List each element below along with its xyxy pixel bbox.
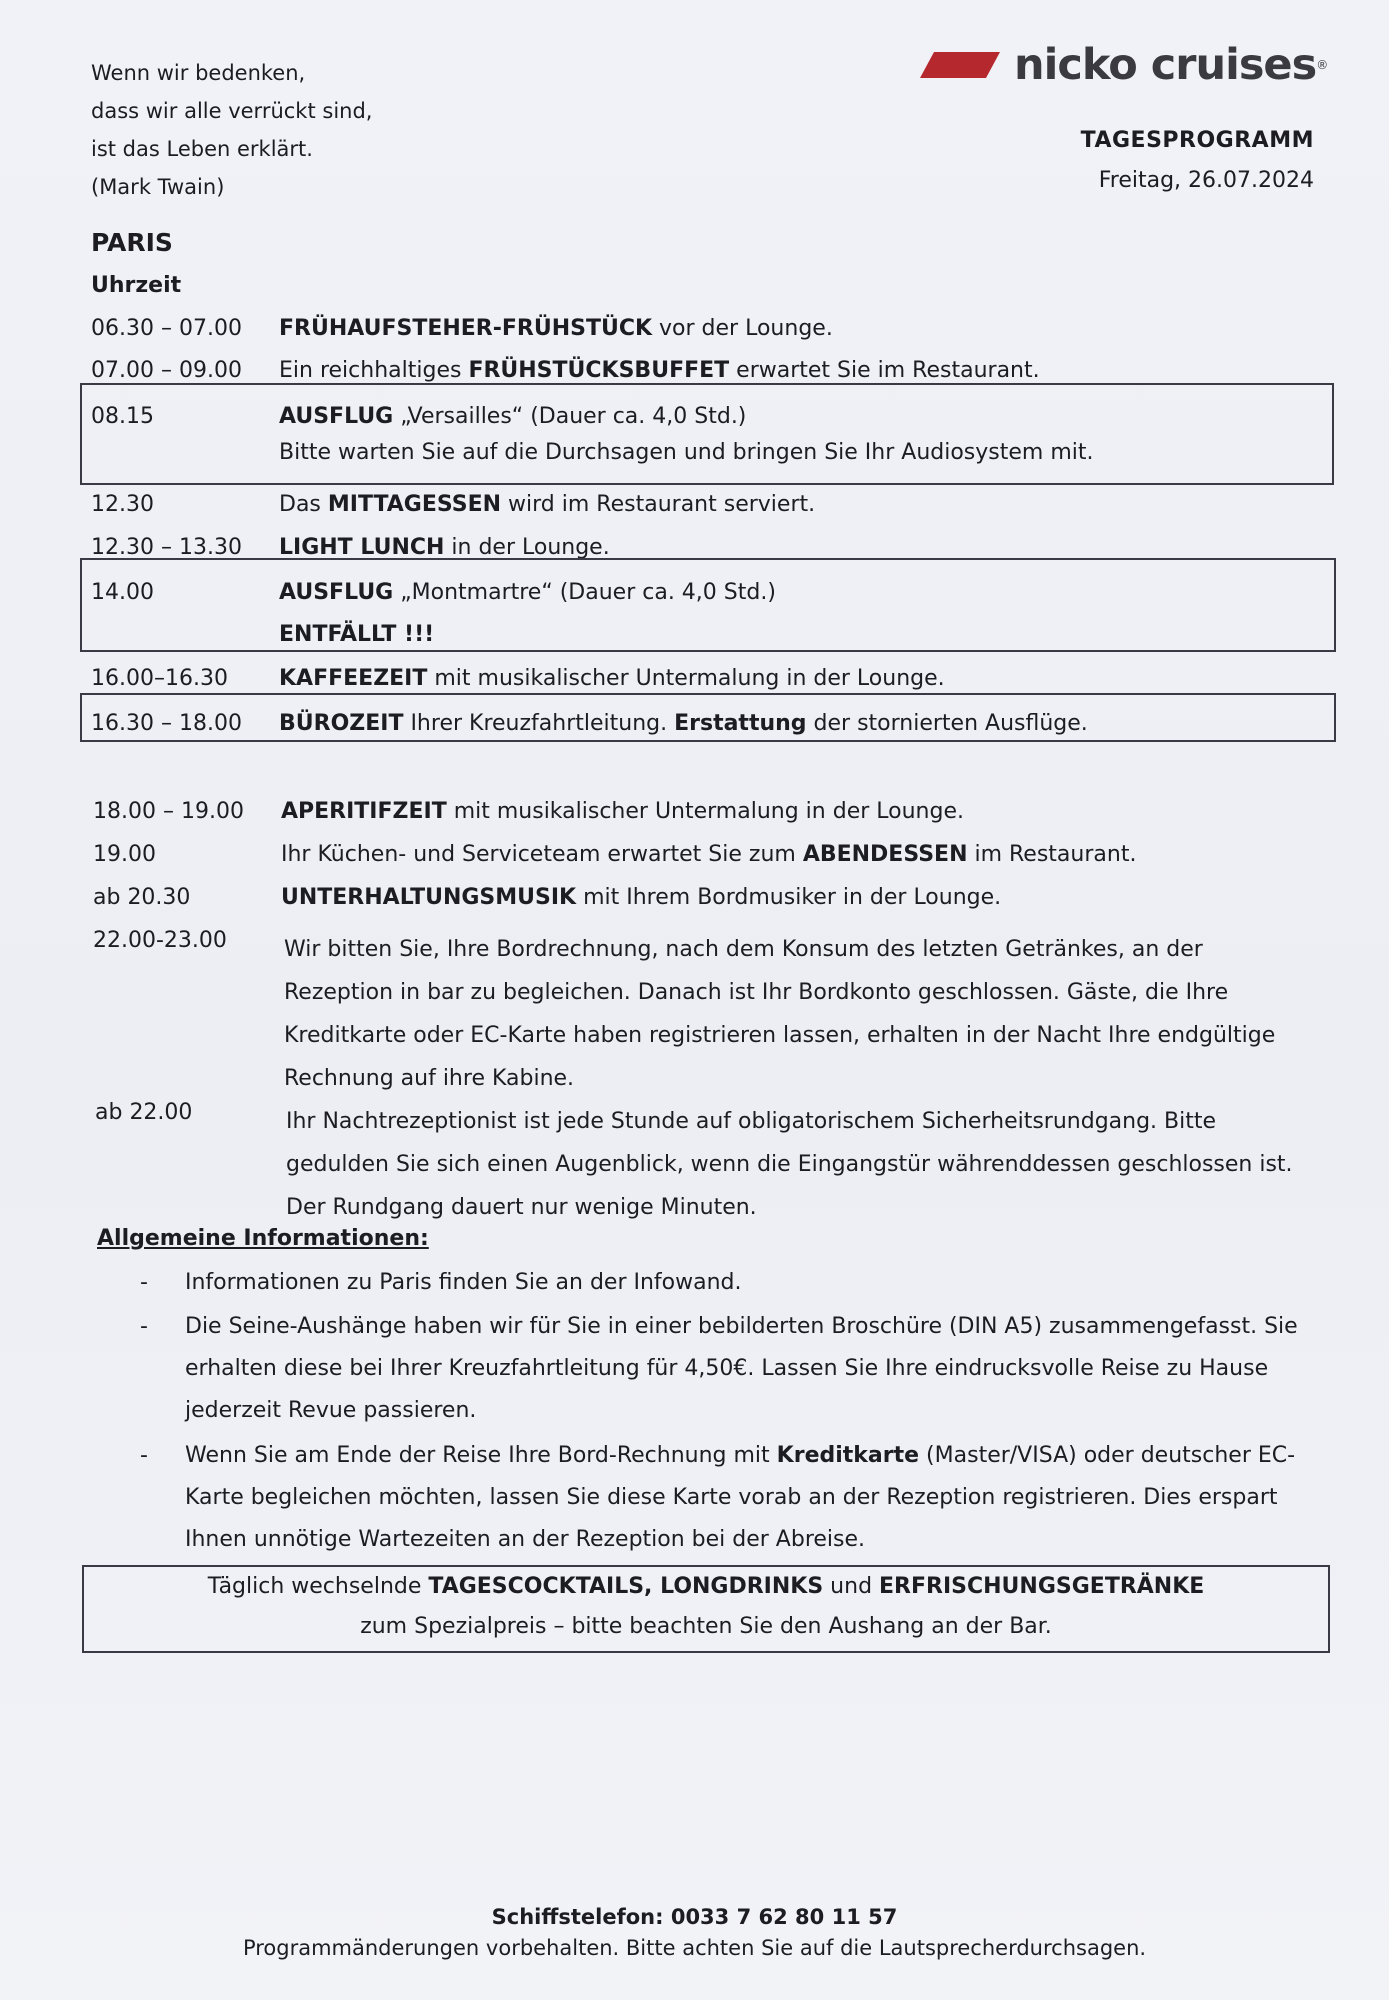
schedule-time: 18.00 – 19.00: [93, 799, 244, 824]
night-line: gedulden Sie sich einen Augenblick, wenn die Eingangstür währenddessen geschlossen ist.: [286, 1152, 1293, 1177]
schedule-time: 16.30 – 18.00: [91, 711, 242, 736]
quote-line: dass wir alle verrückt sind,: [91, 99, 373, 123]
schedule-desc: Ein reichhaltiges FRÜHSTÜCKSBUFFET erwartet Sie im Restaurant.: [279, 358, 1040, 383]
schedule-desc: LIGHT LUNCH in der Lounge.: [279, 535, 610, 560]
cocktail-line: zum Spezialpreis – bitte beachten Sie den Aushang an der Bar.: [360, 1614, 1052, 1639]
night-line: Der Rundgang dauert nur wenige Minuten.: [286, 1195, 757, 1220]
excursion-box-montmartre: [80, 558, 1336, 652]
schedule-desc: BÜROZEIT Ihrer Kreuzfahrtleitung. Erstattung der stornierten Ausflüge.: [279, 711, 1088, 736]
billing-line: Kreditkarte oder EC-Karte haben registrieren lassen, erhalten in der Nacht Ihre endgültige: [284, 1023, 1276, 1048]
schedule-time: 12.30 – 13.30: [91, 535, 242, 560]
schedule-time: ab 22.00: [95, 1100, 193, 1125]
program-date: Freitag, 26.07.2024: [1098, 168, 1314, 193]
schedule-desc: UNTERHALTUNGSMUSIK mit Ihrem Bordmusiker in der Lounge.: [281, 885, 1002, 910]
logo-registered: ®: [1316, 58, 1329, 72]
general-info-item: Wenn Sie am Ende der Reise Ihre Bord-Rechnung mit Kreditkarte (Master/VISA) oder deutscher EC-Karte begleichen möchten, lassen Sie diese Karte vorab an der Rezeption registrieren. Dies erspart Ihnen unnötige Wartezeiten an der Rezeption bei der Abreise.: [185, 1443, 1296, 1552]
schedule-desc: AUSFLUG „Montmartre“ (Dauer ca. 4,0 Std.): [279, 580, 776, 605]
logo-text: nicko cruises: [1014, 40, 1317, 90]
schedule-time: 14.00: [91, 580, 154, 605]
night-line: Ihr Nachtrezeptionist ist jede Stunde auf obligatorischem Sicherheitsrundgang. Bitte: [286, 1109, 1217, 1134]
cocktail-offer-box: [82, 1565, 1330, 1653]
schedule-time: 07.00 – 09.00: [91, 358, 242, 383]
quote-author: (Mark Twain): [91, 175, 225, 199]
billing-line: Rezeption in bar zu begleichen. Danach ist Ihr Bordkonto geschlossen. Gäste, die Ihre: [284, 980, 1229, 1005]
bullet-dash: -: [140, 1443, 148, 1468]
city-heading: PARIS: [91, 228, 173, 257]
cocktail-line: Täglich wechselnde TAGESCOCKTAILS, LONGDRINKS und ERFRISCHUNGSGETRÄNKE: [207, 1574, 1205, 1599]
billing-line: Rechnung auf ihre Kabine.: [284, 1066, 575, 1091]
cancelled-notice: ENTFÄLLT !!!: [279, 622, 435, 647]
schedule-desc: KAFFEEZEIT mit musikalischer Untermalung in der Lounge.: [279, 666, 945, 691]
quote-line: Wenn wir bedenken,: [91, 61, 306, 85]
quote-line: ist das Leben erklärt.: [91, 137, 313, 161]
billing-info-text: [284, 928, 1275, 1100]
schedule-desc: APERITIFZEIT mit musikalischer Untermalung in der Lounge.: [281, 799, 964, 824]
night-reception-text: [286, 1100, 1293, 1229]
schedule-time: 08.15: [91, 404, 154, 429]
schedule-time: 06.30 – 07.00: [91, 316, 242, 341]
schedule-desc: AUSFLUG „Versailles“ (Dauer ca. 4,0 Std.): [279, 404, 747, 429]
schedule-time: 12.30: [91, 492, 154, 517]
footer-note: Programmänderungen vorbehalten. Bitte achten Sie auf die Lautsprecherdurchsagen.: [242, 1936, 1147, 1960]
billing-line: Wir bitten Sie, Ihre Bordrechnung, nach dem Konsum des letzten Getränkes, an der: [284, 937, 1203, 962]
quote: [91, 54, 372, 206]
schedule-desc: FRÜHAUFSTEHER-FRÜHSTÜCK vor der Lounge.: [279, 316, 833, 341]
program-title: TAGESPROGRAMM: [1080, 128, 1314, 153]
general-info-item: Die Seine-Aushänge haben wir für Sie in einer bebilderten Broschüre (DIN A5) zusammengefasst. Sie erhalten diese bei Ihrer Kreuzfahrtleitung für 4,50€. Lassen Sie Ihre eindrucksvolle Reise zu Hause jederzeit Revue passieren.: [185, 1314, 1298, 1423]
bullet-dash: -: [140, 1314, 148, 1339]
schedule-time: 22.00-23.00: [93, 928, 227, 953]
excursion-box-versailles: [80, 383, 1334, 485]
schedule-desc: Das MITTAGESSEN wird im Restaurant serviert.: [279, 492, 816, 517]
bullet-dash: -: [140, 1270, 148, 1295]
schedule-time: ab 20.30: [93, 885, 191, 910]
general-info-heading: Allgemeine Informationen:: [97, 1226, 429, 1251]
schedule-desc: Ihr Küchen- und Serviceteam erwartet Sie zum ABENDESSEN im Restaurant.: [281, 842, 1137, 867]
ship-phone: Schiffstelefon: 0033 7 62 80 11 57: [491, 1905, 898, 1929]
logo-mark-icon: [920, 50, 1000, 80]
schedule-time: 16.00–16.30: [91, 666, 228, 691]
nicko-cruises-logo: [920, 40, 1328, 90]
schedule-time: 19.00: [93, 842, 156, 867]
general-info-item: Informationen zu Paris finden Sie an der Infowand.: [185, 1270, 742, 1295]
schedule-desc: Bitte warten Sie auf die Durchsagen und bringen Sie Ihr Audiosystem mit.: [279, 440, 1094, 465]
time-column-heading: Uhrzeit: [91, 273, 182, 298]
